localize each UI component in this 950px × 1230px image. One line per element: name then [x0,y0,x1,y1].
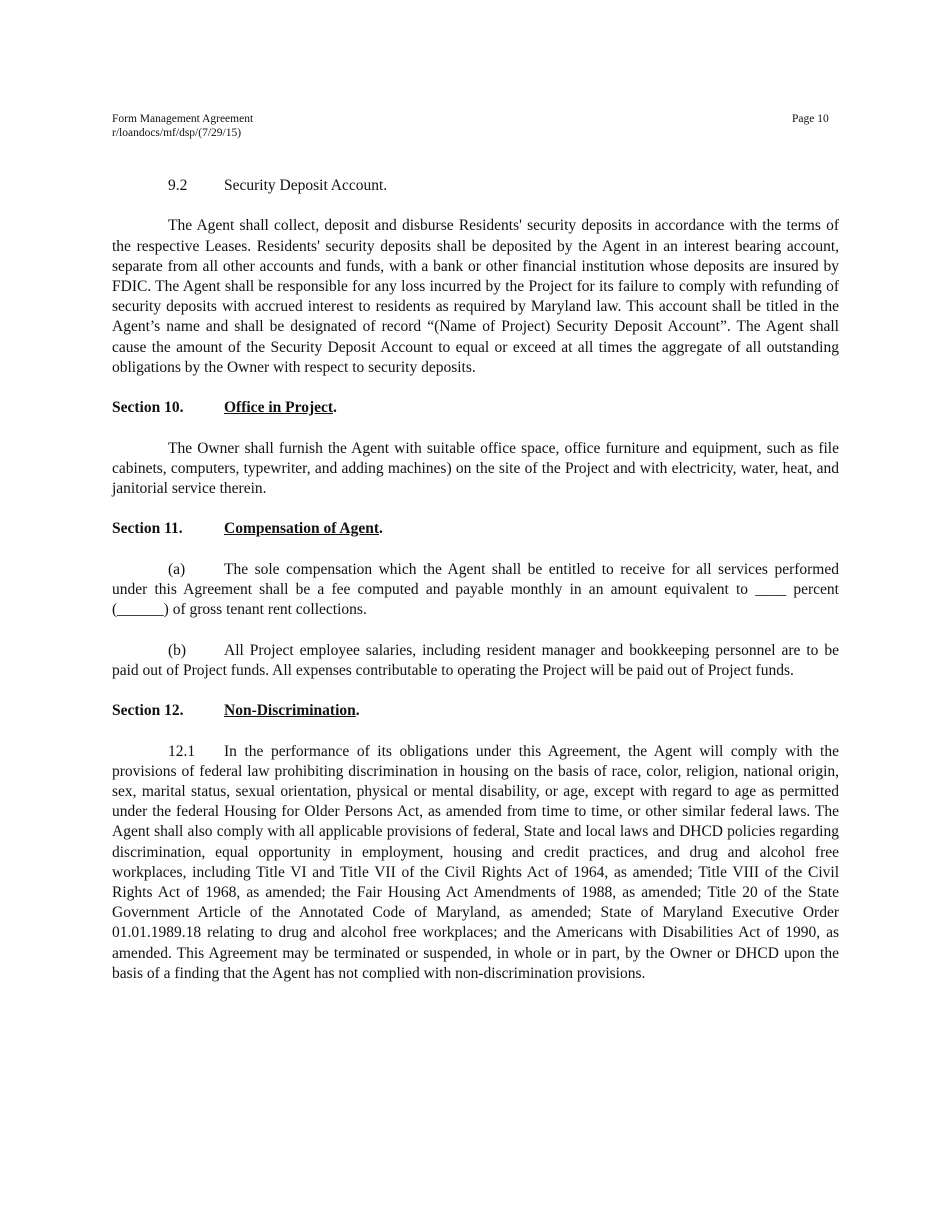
clause-marker: (a) [168,560,186,578]
non-discrimination-clause [112,742,839,984]
clause-number: 12.1 [168,742,196,760]
section-label: Section 11. [112,520,183,538]
clause-text: All Project employee salaries, including resident manager and bookkeeping personnel are to be paid out of Project funds. All expenses contributable to operating the Project will be paid out of Project funds. [112,641,839,679]
subsection-title: Security Deposit Account. [224,177,388,194]
section-heading-10: Section 10. Office in Project. [112,398,839,418]
compensation-clause-b [112,641,839,681]
section-title: Office in Project [224,399,334,417]
section-heading-11: Section 11. Compensation of Agent. [112,519,839,539]
page-header-left [112,112,253,140]
office-in-project-paragraph: The Owner shall furnish the Agent with suitable office space, office furniture and equipment, such as file cabinets, computers, typewriter, and adding machines) on the site of the Project and with electricity, water, heat, and janitorial service therein. [112,439,839,497]
page-number: Page 10 [792,113,829,125]
section-heading-12: Section 12. Non-Discrimination. [112,701,839,721]
clause-text: In the performance of its obligations under this Agreement, the Agent will comply with the provisions of federal law prohibiting discrimination in housing on the basis of race, color, religion, national origin, sex, marital status, sexual orientation, physical or mental disability, or age, except with regard to age as permitted under the federal Housing for Older Persons Act, as amended from time to time, or other similar federal laws. The Agent shall also comply with all applicable provisions of federal, State and local laws and DHCD policies regarding discrimination, equal opportunity in employment, housing and credit practices, and drug and alcohol free workplaces, including Title VI and Title VII of the Civil Rights Act of 1964, as amended; Title VIII of the Civil Rights Act of 1968, as amended; the Fair Housing Act Amendments of 1988, as amended; Title 20 of the State Government Article of the Annotated Code of Maryland, as amended; State of Maryland Executive Order 01.01.1989.18 relating to drug and alcohol free workplaces; and the Americans with Disabilities Act of 1990, as amended. This Agreement may be terminated or suspended, in whole or in part, by the Owner or DHCD upon the basis of a finding that the Agent has not complied with non-discrimination provisions. [112,742,839,982]
security-deposit-paragraph: The Agent shall collect, deposit and disburse Residents' security deposits in accordance with the terms of the respective Leases. Residents' security deposits shall be deposited by the Agent in an interest bearing account, separate from all other accounts and funds, with a bank or other financial institution whose deposits are insured by FDIC. The Agent shall be responsible for any loss incurred by the Project for its failure to comply with refunding of security deposits with accrued interest to residents as required by Maryland law. This account shall be titled in the Agent’s name and shall be designated of record “(Name of Project) Security Deposit Account”. The Agent shall cause the amount of the Security Deposit Account to equal or exceed at all times the aggregate of all outstanding obligations by the Owner with respect to security deposits. [112,217,839,376]
section-label: Section 10. [112,399,184,417]
subsection-heading-9-2 [112,176,839,196]
compensation-clause-a [112,560,839,621]
clause-marker: (b) [168,641,187,659]
document-path: r/loandocs/mf/dsp/(7/29/15) [112,127,242,139]
section-label: Section 12. [112,702,184,720]
clause-text: The sole compensation which the Agent shall be entitled to receive for all services performed under this Agreement shall be a fee computed and payable monthly in an amount equivalent to ____ percent (______) of gross tenant rent collections. [112,560,839,619]
document-title: Form Management Agreement [112,113,254,125]
document-body [112,176,839,1004]
section-title: Non-Discrimination [224,702,356,720]
subsection-number: 9.2 [168,177,188,194]
section-title: Compensation of Agent [224,520,380,538]
